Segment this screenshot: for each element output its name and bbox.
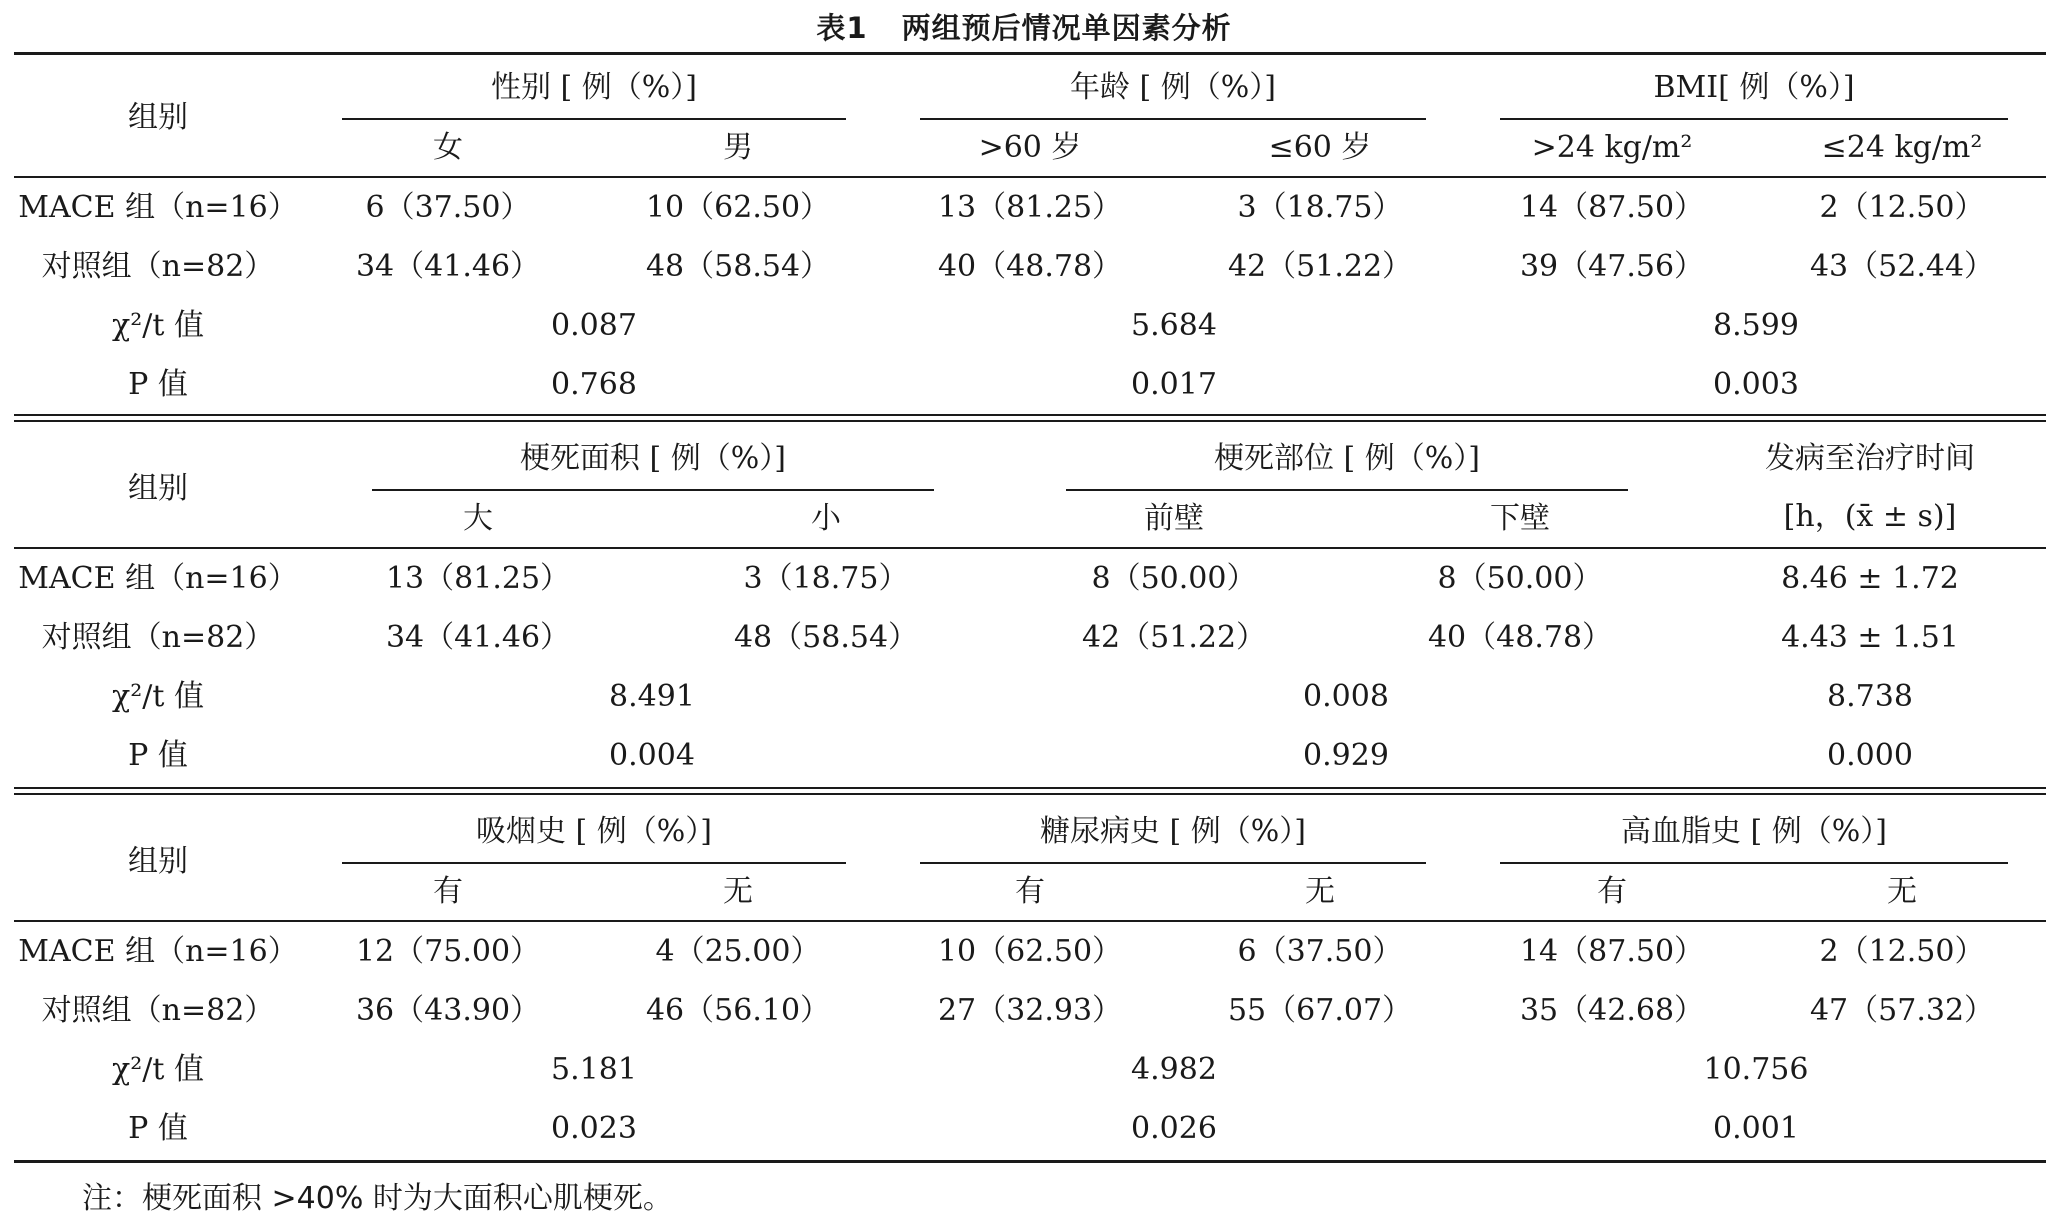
- p-value: 0.929: [1303, 738, 1389, 773]
- column-header-underline: [342, 862, 846, 864]
- sub-column-header: 下壁: [1490, 501, 1550, 536]
- table-cell: 48（58.54）: [733, 620, 919, 655]
- row-label: MACE 组（n=16）: [18, 934, 298, 969]
- sub-column-header: 大: [463, 501, 493, 536]
- sub-column-header: 有: [433, 874, 463, 909]
- p-value: 0.768: [551, 367, 637, 402]
- header-rule: [14, 920, 2046, 922]
- stat-value: 8.738: [1827, 679, 1913, 714]
- table-number: 表1: [816, 11, 868, 45]
- group-header-label: 组别: [128, 471, 188, 506]
- table-cell: 55（67.07）: [1227, 993, 1413, 1028]
- stat-value: 0.087: [551, 308, 637, 343]
- column-header-underline: [920, 862, 1426, 864]
- table-cell: 34（41.46）: [385, 620, 571, 655]
- stat-value: 4.982: [1131, 1052, 1217, 1087]
- table-top-rule: [14, 52, 2046, 55]
- column-header-underline: [372, 489, 934, 491]
- column-header-underline: [920, 118, 1426, 120]
- row-label: 对照组（n=82）: [41, 993, 275, 1028]
- sub-column-header: 无: [1887, 874, 1917, 909]
- group-header-label: 组别: [128, 844, 188, 879]
- column-header: 吸烟史 [ 例（%）]: [476, 814, 712, 849]
- table-cell: 39（47.56）: [1519, 249, 1705, 284]
- stat-value: 8.491: [609, 679, 695, 714]
- table-cell: 8（50.00）: [1437, 561, 1603, 596]
- stat-row-label: χ²/t 值: [112, 308, 204, 343]
- p-value: 0.004: [609, 738, 695, 773]
- column-header-underline: [342, 118, 846, 120]
- sub-column-header: >24 kg/m²: [1531, 130, 1693, 165]
- table-cell: 47（57.32）: [1809, 993, 1995, 1028]
- sub-column-header: ≤24 kg/m²: [1821, 130, 1983, 165]
- stat-value: 10.756: [1703, 1052, 1809, 1087]
- table-cell: 8（50.00）: [1091, 561, 1257, 596]
- column-header: 发病至治疗时间: [1765, 441, 1975, 476]
- column-header: 年龄 [ 例（%）]: [1070, 70, 1276, 105]
- row-label: 对照组（n=82）: [41, 249, 275, 284]
- table-cell: 14（87.50）: [1519, 190, 1705, 225]
- column-header-underline: [1066, 489, 1628, 491]
- column-header-underline: [1500, 862, 2008, 864]
- row-label: MACE 组（n=16）: [18, 190, 298, 225]
- row-label: 对照组（n=82）: [41, 620, 275, 655]
- table-title: [0, 6, 2048, 47]
- column-header: 糖尿病史 [ 例（%）]: [1040, 814, 1306, 849]
- table-cell: 35（42.68）: [1519, 993, 1705, 1028]
- table-cell: 43（52.44）: [1809, 249, 1995, 284]
- section-double-rule: [14, 787, 2046, 789]
- p-row-label: P 值: [128, 367, 188, 402]
- column-header: 性别 [ 例（%）]: [491, 70, 697, 105]
- table-cell: 34（41.46）: [355, 249, 541, 284]
- table-cell: 10（62.50）: [937, 934, 1123, 969]
- sub-column-header: >60 岁: [978, 130, 1082, 165]
- p-value: 0.023: [551, 1111, 637, 1146]
- header-rule: [14, 176, 2046, 178]
- stat-value: 5.181: [551, 1052, 637, 1087]
- row-label: MACE 组（n=16）: [18, 561, 298, 596]
- column-header: 高血脂史 [ 例（%）]: [1621, 814, 1887, 849]
- p-value: 0.001: [1713, 1111, 1799, 1146]
- table-cell: 6（37.50）: [1237, 934, 1403, 969]
- table-cell: 40（48.78）: [937, 249, 1123, 284]
- table-cell: 40（48.78）: [1427, 620, 1613, 655]
- sub-column-header: 无: [1305, 874, 1335, 909]
- table-cell: 12（75.00）: [355, 934, 541, 969]
- column-header: 梗死部位 [ 例（%）]: [1214, 441, 1480, 476]
- table-cell: 2（12.50）: [1819, 934, 1985, 969]
- table-cell: 3（18.75）: [1237, 190, 1403, 225]
- table-cell: 2（12.50）: [1819, 190, 1985, 225]
- table-cell: 48（58.54）: [645, 249, 831, 284]
- p-value: 0.000: [1827, 738, 1913, 773]
- column-header: BMI[ 例（%）]: [1653, 70, 1855, 105]
- table-cell: 3（18.75）: [743, 561, 909, 596]
- table-cell: 42（51.22）: [1081, 620, 1267, 655]
- table-cell: 6（37.50）: [365, 190, 531, 225]
- sub-column-header: 有: [1597, 874, 1627, 909]
- table-cell: 14（87.50）: [1519, 934, 1705, 969]
- sub-column-header: 女: [433, 130, 463, 165]
- group-header-label: 组别: [128, 100, 188, 135]
- p-row-label: P 值: [128, 1111, 188, 1146]
- table-cell: 8.46 ± 1.72: [1781, 561, 1959, 596]
- section-double-rule: [14, 420, 2046, 422]
- p-value: 0.026: [1131, 1111, 1217, 1146]
- sub-column-header: 有: [1015, 874, 1045, 909]
- stat-row-label: χ²/t 值: [112, 679, 204, 714]
- table-cell: 36（43.90）: [355, 993, 541, 1028]
- table-cell: 4（25.00）: [655, 934, 821, 969]
- stat-row-label: χ²/t 值: [112, 1052, 204, 1087]
- section-double-rule: [14, 414, 2046, 416]
- sub-column-header: 小: [811, 501, 841, 536]
- table-note: 注：梗死面积 >40% 时为大面积心肌梗死。: [82, 1181, 673, 1216]
- table-cell: 13（81.25）: [385, 561, 571, 596]
- stat-value: 5.684: [1131, 308, 1217, 343]
- table-bottom-rule: [14, 1160, 2046, 1163]
- sub-column-header: 前壁: [1144, 501, 1204, 536]
- table-cell: 46（56.10）: [645, 993, 831, 1028]
- p-value: 0.017: [1131, 367, 1217, 402]
- header-rule: [14, 547, 2046, 549]
- sub-column-header: ≤60 岁: [1268, 130, 1372, 165]
- table-cell: 4.43 ± 1.51: [1781, 620, 1959, 655]
- table-cell: 27（32.93）: [937, 993, 1123, 1028]
- column-header-underline: [1500, 118, 2008, 120]
- p-row-label: P 值: [128, 738, 188, 773]
- p-value: 0.003: [1713, 367, 1799, 402]
- column-header-unit: [h，(x̄ ± s)]: [1783, 499, 1957, 534]
- stat-value: 0.008: [1303, 679, 1389, 714]
- sub-column-header: 男: [723, 130, 753, 165]
- table-cell: 13（81.25）: [937, 190, 1123, 225]
- stat-value: 8.599: [1713, 308, 1799, 343]
- table-cell: 10（62.50）: [645, 190, 831, 225]
- sub-column-header: 无: [723, 874, 753, 909]
- table-cell: 42（51.22）: [1227, 249, 1413, 284]
- section-double-rule: [14, 793, 2046, 795]
- column-header: 梗死面积 [ 例（%）]: [520, 441, 786, 476]
- table-title-text: 两组预后情况单因素分析: [901, 11, 1232, 45]
